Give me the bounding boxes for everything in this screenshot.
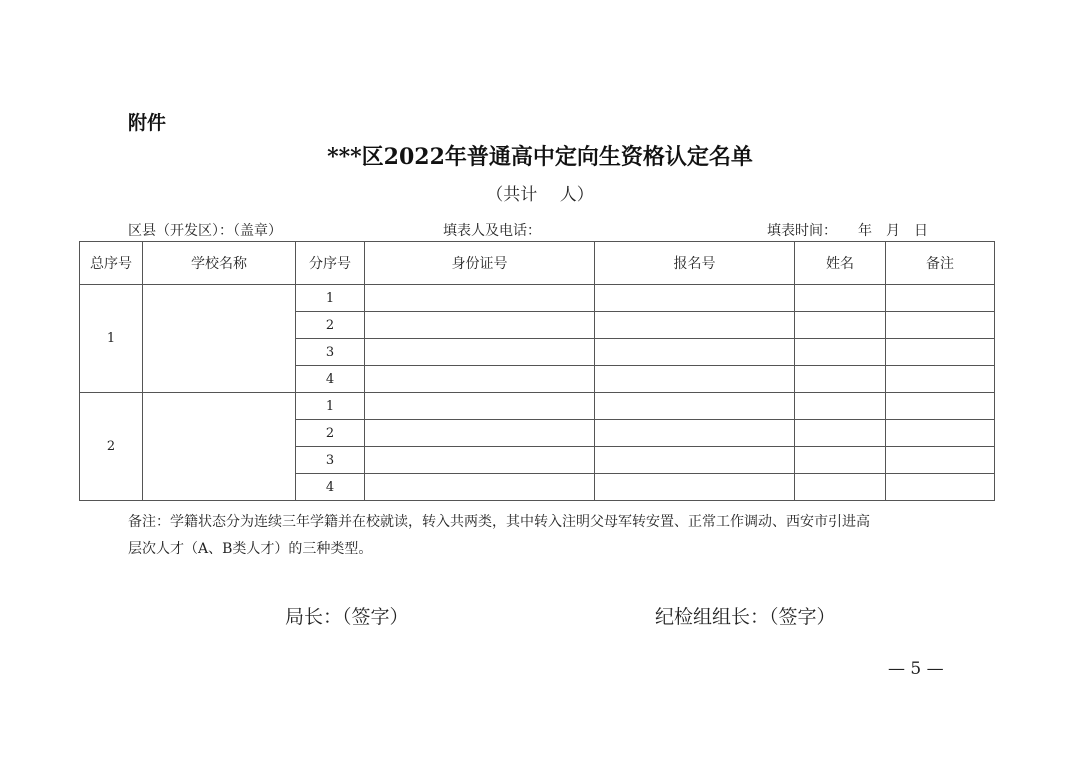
school-name-cell[interactable] <box>143 285 296 393</box>
table-header-row <box>80 242 995 285</box>
id-number-cell[interactable] <box>365 447 595 474</box>
group-index: 1 <box>80 285 143 393</box>
registration-no-cell[interactable] <box>595 393 795 420</box>
meta-date: 填表时间： 年 月 日 <box>767 223 928 239</box>
id-number-cell[interactable] <box>365 285 595 312</box>
remarks-cell[interactable] <box>886 366 995 393</box>
id-number-cell[interactable] <box>365 339 595 366</box>
table-row <box>80 393 995 420</box>
sub-index: 3 <box>296 447 365 474</box>
registration-no-cell[interactable] <box>595 366 795 393</box>
header-sub-no: 分序号 <box>296 242 365 285</box>
registration-no-cell[interactable] <box>595 447 795 474</box>
attachment-label: 附件 <box>128 112 167 134</box>
remarks-cell[interactable] <box>886 474 995 501</box>
sub-index: 1 <box>296 393 365 420</box>
school-name-cell[interactable] <box>143 393 296 501</box>
header-registration-no: 报名号 <box>595 242 795 285</box>
header-school-name: 学校名称 <box>143 242 296 285</box>
name-cell[interactable] <box>795 366 886 393</box>
meta-filler: 填表人及电话： <box>443 223 541 239</box>
header-total-no: 总序号 <box>80 242 143 285</box>
page-number: — 5 — <box>888 659 944 679</box>
sub-index: 1 <box>296 285 365 312</box>
group-index: 2 <box>80 393 143 501</box>
roster-table <box>79 241 995 501</box>
sub-index: 4 <box>296 474 365 501</box>
note-text <box>128 509 958 563</box>
remarks-cell[interactable] <box>886 339 995 366</box>
sub-index: 2 <box>296 420 365 447</box>
id-number-cell[interactable] <box>365 366 595 393</box>
sub-index: 2 <box>296 312 365 339</box>
signature-discipline-leader: 纪检组组长：（签字） <box>655 606 836 628</box>
id-number-cell[interactable] <box>365 393 595 420</box>
remarks-cell[interactable] <box>886 285 995 312</box>
remarks-cell[interactable] <box>886 420 995 447</box>
remarks-cell[interactable] <box>886 312 995 339</box>
registration-no-cell[interactable] <box>595 420 795 447</box>
registration-no-cell[interactable] <box>595 312 795 339</box>
id-number-cell[interactable] <box>365 474 595 501</box>
table-row <box>80 285 995 312</box>
sub-index: 4 <box>296 366 365 393</box>
remarks-cell[interactable] <box>886 447 995 474</box>
name-cell[interactable] <box>795 393 886 420</box>
name-cell[interactable] <box>795 474 886 501</box>
signature-director: 局长：（签字） <box>285 606 409 628</box>
header-name: 姓名 <box>795 242 886 285</box>
meta-district: 区县（开发区）：（盖章） <box>128 223 282 239</box>
registration-no-cell[interactable] <box>595 339 795 366</box>
note-line-2: 层次人才（A、B类人才）的三种类型。 <box>128 541 373 557</box>
name-cell[interactable] <box>795 447 886 474</box>
header-id-number: 身份证号 <box>365 242 595 285</box>
name-cell[interactable] <box>795 420 886 447</box>
id-number-cell[interactable] <box>365 312 595 339</box>
name-cell[interactable] <box>795 312 886 339</box>
note-line-1: 备注：学籍状态分为连续三年学籍并在校就读，转入共两类，其中转入注明父母军转安置、正常工作调动、西安市引进高 <box>128 514 870 530</box>
remarks-cell[interactable] <box>886 393 995 420</box>
sub-index: 3 <box>296 339 365 366</box>
document-title: ***区2022年普通高中定向生资格认定名单 <box>327 144 753 170</box>
registration-no-cell[interactable] <box>595 474 795 501</box>
id-number-cell[interactable] <box>365 420 595 447</box>
name-cell[interactable] <box>795 285 886 312</box>
document-subtitle: （共计 人） <box>486 185 594 205</box>
name-cell[interactable] <box>795 339 886 366</box>
header-remarks: 备注 <box>886 242 995 285</box>
registration-no-cell[interactable] <box>595 285 795 312</box>
